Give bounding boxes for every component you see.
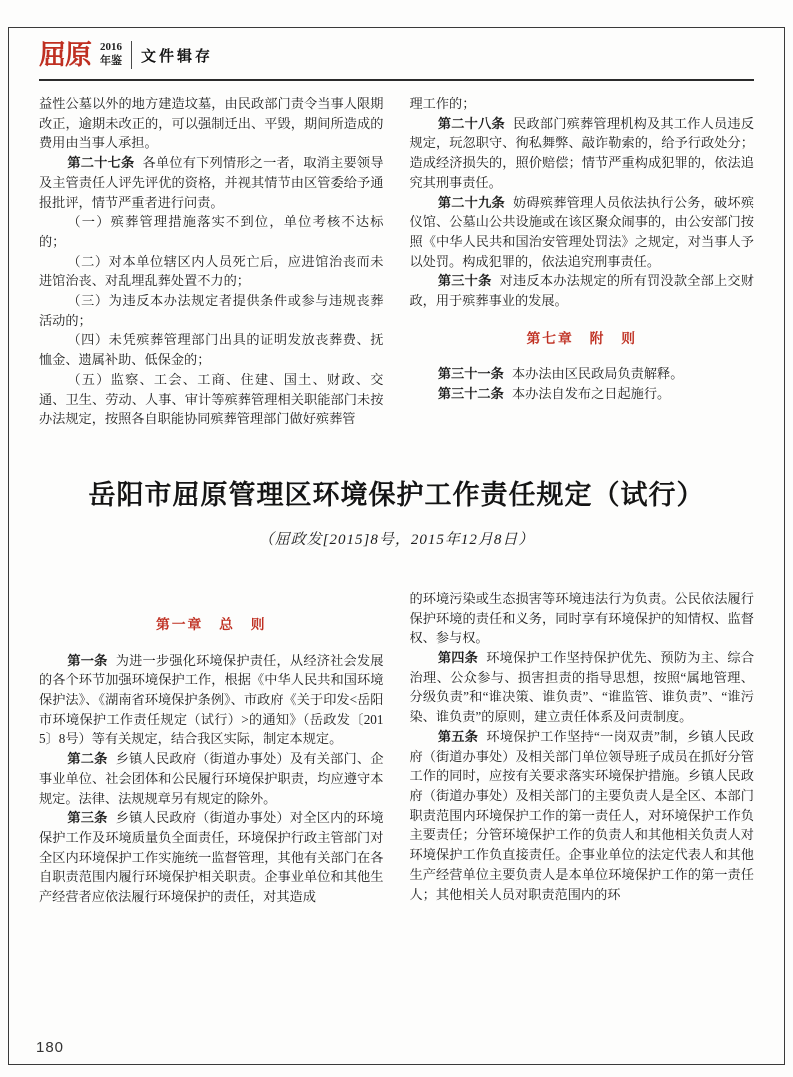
top-left-column xyxy=(39,94,384,429)
document-subtitle: （屈政发[2015]8号，2015年12月8日） xyxy=(258,531,535,548)
article-paragraph: 第三十一条 本办法由区民政局负责解释。 xyxy=(437,366,684,382)
yearbook-year-number: 2016 xyxy=(100,41,122,54)
yearbook-year xyxy=(100,41,122,69)
article-number: 第三条 xyxy=(67,810,108,826)
article-paragraph: 第二条 乡镇人民政府（街道办事处）及有关部门、企事业单位、社会团体和公民履行环境保护职责，均应遵守本规定。法律、法规规章另有规定的除外。 xyxy=(39,751,384,806)
article-number: 第二十八条 xyxy=(437,115,505,131)
masthead-rule xyxy=(39,79,754,81)
list-item-paragraph: （二）对本单位辖区内人员死亡后，应进馆治丧而未进馆治丧、对乱埋乱葬处置不力的； xyxy=(39,253,384,289)
document-title-block xyxy=(39,473,754,549)
article-number: 第一条 xyxy=(67,652,108,668)
article-paragraph: 第三十条 对违反本办法规定的所有罚没款全部上交财政，用于殡葬事业的发展。 xyxy=(409,273,754,309)
chapter-heading: 第七章 附 则 xyxy=(526,330,638,346)
page-frame xyxy=(8,27,785,1065)
article-paragraph: 第二十八条 民政部门殡葬管理机构及其工作人员违反规定，玩忽职守、徇私舞弊、敲诈勒索的，给予行政处分；造成经济损失的，照价赔偿；情节严重构成犯罪的，依法追究其刑事责任。 xyxy=(409,115,755,190)
article-number: 第四条 xyxy=(437,650,479,666)
page-number: 180 xyxy=(36,1039,65,1056)
article-number: 第三十二条 xyxy=(437,386,504,402)
masthead xyxy=(39,36,754,74)
list-item-paragraph: （一）殡葬管理措施落实不到位，单位考核不达标的； xyxy=(39,214,384,249)
top-right-column xyxy=(410,94,755,429)
article-paragraph: 第二十七条 各单位有下列情形之一者，取消主要领导及主管责任人评先评优的资格，并视其情节由区管委给予通报批评，情节严重者进行问责。 xyxy=(39,155,384,210)
article-number: 第三十条 xyxy=(437,273,492,289)
article-number: 第五条 xyxy=(437,728,479,744)
document-title: 岳阳市屈原管理区环境保护工作责任规定（试行） xyxy=(88,479,705,510)
masthead-divider xyxy=(131,41,132,69)
yearbook-logo: 屈原 xyxy=(39,39,91,70)
list-item-paragraph: （三）为违反本办法规定者提供条件或参与违规丧葬活动的； xyxy=(39,293,384,328)
chapter-heading: 第一章 总 则 xyxy=(155,616,267,632)
article-paragraph: 第二十九条 妨碍殡葬管理人员依法执行公务，破坏殡仪馆、公墓山公共设施或在该区聚众闹事的，由公安部门按照《中华人民共和国治安管理处罚法》之规定，对当事人予以处罚。构成犯罪的，依法追究刑事责任。 xyxy=(409,194,755,269)
top-section xyxy=(39,94,754,429)
article-paragraph: 第四条 环境保护工作坚持保护优先、预防为主、综合治理、公众参与、损害担责的指导思想，按照“属地管理、分级负责”和“谁决策、谁负责”、“谁监管、谁负责”、“谁污染、谁负责”的原则，建立责任体系及问责制度。 xyxy=(409,650,755,725)
article-paragraph: 益性公墓以外的地方建造坟墓，由民政部门责令当事人限期改正，逾期未改正的，可以强制迁出、平毁，期间所造成的费用由当事人承担。 xyxy=(39,96,384,151)
article-number: 第二十九条 xyxy=(437,194,505,210)
article-paragraph: 第三条 乡镇人民政府（街道办事处）对全区内的环境保护工作及环境质量负全面责任，环境保护行政主管部门对全区内环境保护工作实施统一监督管理，其他有关部门在各自职责范围内履行环境保护相关职责。企事业单位和其他生产经营者应依法履行环境保护的责任，对其造成 xyxy=(39,810,384,905)
article-paragraph: 第五条 环境保护工作坚持“一岗双责”制，乡镇人民政府（街道办事处）及相关部门单位领导班子成员在抓好分管工作的同时，应按有关要求落实环境保护措施。乡镇人民政府（街道办事处）及相关部门的主要负责人是全区、本部门职责范围内环境保护工作的第一责任人，对环境保护工作负主要责任；分管环境保护工作的负责人和其他相关负责人对环境保护工作负直接责任。企事业单位的法定代表人和其他生产经营单位主要负责人是本单位环境保护工作的第一责任人；其他相关人员对职责范围内的环 xyxy=(409,728,754,902)
article-number: 第三十一条 xyxy=(437,366,504,382)
article-paragraph: 的环境污染或生态损害等环境违法行为负责。公民依法履行保护环境的责任和义务，同时享有环境保护的知情权、监督权、参与权。 xyxy=(409,590,754,646)
bottom-left-column xyxy=(39,589,384,907)
article-number: 第二条 xyxy=(67,751,108,767)
article-paragraph: 第三十二条 本办法自发布之日起施行。 xyxy=(437,386,671,402)
article-paragraph: 理工作的； xyxy=(409,96,476,111)
list-item-paragraph: （五）监察、工会、工商、住建、国土、财政、交通、卫生、劳动、人事、审计等殡葬管理相关职能部门未按办法规定，按照各自职能协同殡葬管理部门做好殡葬管 xyxy=(39,371,384,427)
bottom-section xyxy=(39,589,754,907)
yearbook-year-label: 年鉴 xyxy=(100,55,122,67)
bottom-right-column xyxy=(410,589,755,907)
section-label: 文件辑存 xyxy=(141,48,214,65)
article-number: 第二十七条 xyxy=(67,155,135,171)
article-paragraph: 第一条 为进一步强化环境保护责任，从经济社会发展的各个环节加强环境保护工作，根据《中华人民共和国环境保护法》、《湖南省环境保护条例》、市政府《关于印发<岳阳市环境保护工作责任规定（试行）>的通知》（岳政发〔2015〕8号）等有关规定，结合我区实际，制定本规定。 xyxy=(39,652,384,747)
list-item-paragraph: （四）未凭殡葬管理部门出具的证明发放丧葬费、抚恤金、遗属补助、低保金的； xyxy=(39,332,384,368)
